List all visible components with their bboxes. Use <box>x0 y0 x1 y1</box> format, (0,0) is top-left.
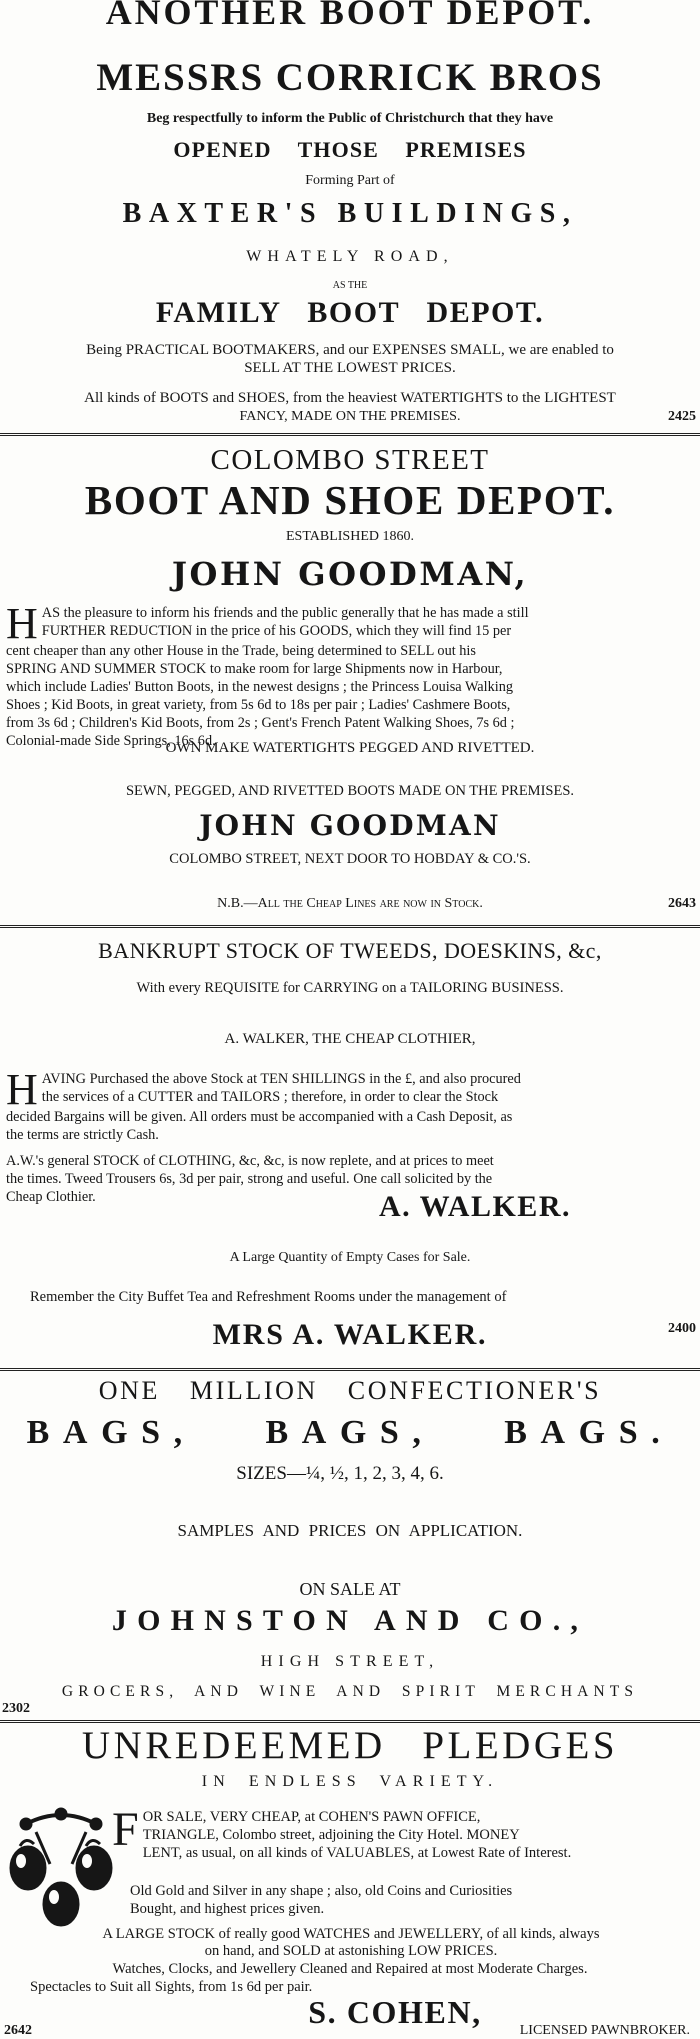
ad2-para-line: Shoes ; Kid Boots, in great variety, from 5s 6d to 18s per pair ; Ladies' Cashmere Boots, <box>6 697 511 713</box>
ad4-bags: BAGS, BAGS, BAGS. <box>26 1414 674 1451</box>
ad5-variety: IN ENDLESS VARIETY. <box>201 1773 499 1790</box>
ad1-firm: MESSRS CORRICK BROS <box>96 56 604 99</box>
ad1-buildings: BAXTER'S BUILDINGS, <box>122 198 578 229</box>
ad1-line3: All kinds of BOOTS and SHOES, from the heaviest WATERTIGHTS to the LIGHTEST <box>84 390 616 406</box>
ad3-signature: A. WALKER. <box>379 1190 571 1223</box>
ad4-ref-number: 2302 <box>2 1701 30 1716</box>
ad2-para-line: FURTHER REDUCTION in the price of his GOODS, which they will find 15 per <box>41 623 512 639</box>
ad1-road: WHATELY ROAD, <box>246 248 454 265</box>
ad5-heading: UNREDEEMED PLEDGES <box>81 1724 619 1767</box>
ad3-body <box>6 1065 700 1206</box>
ad3-cases: A Large Quantity of Empty Cases for Sale. <box>229 1250 471 1265</box>
ad5-para-line: LENT, as usual, on all kinds of VALUABLES, at Lowest Rate of Interest. <box>142 1845 572 1861</box>
ad5-signature: S. COHEN, <box>308 1994 482 2030</box>
ad3-walker: A. WALKER, THE CHEAP CLOTHIER, <box>224 1031 476 1047</box>
ad3-mrs-walker: MRS A. WALKER. <box>212 1318 488 1351</box>
ad2-depot: BOOT AND SHOE DEPOT. <box>84 477 616 523</box>
separator-1 <box>0 433 700 436</box>
ad3-para-line: the services of a CUTTER and TAILORS ; therefore, in order to clear the Stock <box>41 1089 499 1105</box>
ad1-intro: Beg respectfully to inform the Public of Christchurch that they have <box>146 111 554 126</box>
ad5-para-line: A LARGE STOCK of really good WATCHES and JEWELLERY, of all kinds, always <box>102 1926 600 1942</box>
ad5-para-4: Watches, Clocks, and Jewellery Cleaned and Repaired at most Moderate Charges. <box>112 1961 588 1977</box>
ad5-licensed: LICENSED PAWNBROKER. <box>519 2023 690 2038</box>
ad5-para-line: OR SALE, VERY CHEAP, at COHEN'S PAWN OFFICE, <box>142 1809 481 1825</box>
ad5-para-line: on hand, and SOLD at astonishing LOW PRICES. <box>204 1943 498 1959</box>
ad4-sizes: SIZES—¼, ½, 1, 2, 3, 4, 6. <box>236 1463 444 1484</box>
ad1-heading: ANOTHER BOOT DEPOT. <box>105 0 595 32</box>
ad2-street: COLOMBO STREET <box>210 444 490 476</box>
ad4-street: HIGH STREET, <box>260 1653 440 1670</box>
separator-4 <box>0 1720 700 1723</box>
ad2-para-line: cent cheaper than any other House in the Trade, being determined to SELL out his <box>6 643 476 659</box>
ad3-requisite: With every REQUISITE for CARRYING on a TAILORING BUSINESS. <box>136 980 564 996</box>
ad5-para-line: Bought, and highest prices given. <box>130 1901 325 1917</box>
ad2-para-line: from 3s 6d ; Children's Kid Boots, from 2s ; Gent's French Patent Walking Shoes, 7s 6d ; <box>6 715 515 731</box>
ad2-para-line: which include Ladies' Button Boots, in the newest designs ; the Princess Louisa Walking <box>6 679 514 695</box>
ad1-opened: OPENED THOSE PREMISES <box>173 137 527 162</box>
ad2-sewn: SEWN, PEGGED, AND RIVETTED BOOTS MADE ON THE PREMISES. <box>125 783 575 799</box>
ad3-para-line: Cheap Clothier. <box>6 1189 96 1205</box>
ad2-para-line: Colonial-made Side Springs, 16s 6d. <box>6 733 216 749</box>
ad4-on-sale: ON SALE AT <box>299 1579 401 1599</box>
ad1-as-the: AS THE <box>332 280 368 291</box>
ad5-para-5: Spectacles to Suit all Sights, from 1s 6d per pair. <box>30 1979 313 1995</box>
ad1-line4: FANCY, MADE ON THE PREMISES. <box>239 409 461 424</box>
ad4-firm: JOHNSTON AND CO., <box>111 1604 589 1637</box>
ad3-para-line: the times. Tweed Trousers 6s, 3d per pair, strong and useful. One call solicited by the <box>6 1171 493 1187</box>
ad3-para-line: the terms are strictly Cash. <box>6 1127 159 1143</box>
ad2-ref-number: 2643 <box>668 896 696 911</box>
ad5-para-line: Old Gold and Silver in any shape ; also, old Coins and Curiosities <box>130 1883 513 1899</box>
separator-2 <box>0 925 700 928</box>
ad3-para-line: A.W.'s general STOCK of CLOTHING, &c, &c, is now replete, and at prices to meet <box>6 1153 494 1169</box>
ad2-name-2: JOHN GOODMAN <box>199 809 501 842</box>
ad2-para-line: SPRING AND SUMMER STOCK to make room for large Shipments now in Harbour, <box>6 661 503 677</box>
ad5-body-1 <box>112 1803 700 1862</box>
ad2-para-line: AS the pleasure to inform his friends and the public generally that he has made a still <box>41 605 529 621</box>
ad3-para-line: decided Bargains will be given. All orders must be accompanied with a Cash Deposit, as <box>6 1109 513 1125</box>
ad1-depot: FAMILY BOOT DEPOT. <box>155 296 545 329</box>
ad5-para-2 <box>130 1882 700 1918</box>
ad3-drop-cap: H <box>6 1065 38 1114</box>
ad2-drop-cap: H <box>6 599 38 648</box>
ad4-trade: GROCERS, AND WINE AND SPIRIT MERCHANTS <box>61 1683 639 1700</box>
ad1-ref-number: 2425 <box>668 409 696 424</box>
ad2-para-rest <box>6 642 700 750</box>
ad2-established: ESTABLISHED 1860. <box>286 529 414 544</box>
ad4-line1: ONE MILLION CONFECTIONER'S <box>98 1376 602 1405</box>
ad3-para-line: AVING Purchased the above Stock at TEN SHILLINGS in the £, and also procured <box>41 1071 521 1087</box>
ad3-ref-number: 2400 <box>668 1321 696 1336</box>
ad5-para-3 <box>2 1926 700 1960</box>
ad2-own-make: OWN MAKE WATERTIGHTS PEGGED AND RIVETTED. <box>165 740 535 756</box>
ad5-drop-cap: F <box>112 1803 139 1856</box>
ad2-nb: N.B.—All the Cheap Lines are now in Stock. <box>217 896 483 911</box>
ad2-body <box>6 599 700 750</box>
ad5-para-line: TRIANGLE, Colombo street, adjoining the City Hotel. MONEY <box>142 1827 520 1843</box>
ad4-samples: SAMPLES AND PRICES ON APPLICATION. <box>177 1521 523 1540</box>
ad3-para-rest <box>6 1108 700 1144</box>
ad5-ref-number: 2642 <box>4 2023 32 2038</box>
ad2-name: JOHN GOODMAN, <box>171 555 529 593</box>
ad1-line2: SELL AT THE LOWEST PRICES. <box>244 360 456 376</box>
ad1-line1: Being PRACTICAL BOOTMAKERS, and our EXPENSES SMALL, we are enabled to <box>86 342 614 358</box>
ad5-para-1 <box>112 1803 700 1862</box>
ad2-address: COLOMBO STREET, NEXT DOOR TO HOBDAY & CO.'S. <box>169 851 531 867</box>
pawnbroker-balls-emblem <box>6 1806 116 1931</box>
ad3-remember: Remember the City Buffet Tea and Refreshment Rooms under the management of <box>30 1289 507 1305</box>
ad1-forming: Forming Part of <box>305 173 395 188</box>
ad3-heading: BANKRUPT STOCK OF TWEEDS, DOESKINS, &c, <box>98 938 602 963</box>
separator-3 <box>0 1368 700 1371</box>
